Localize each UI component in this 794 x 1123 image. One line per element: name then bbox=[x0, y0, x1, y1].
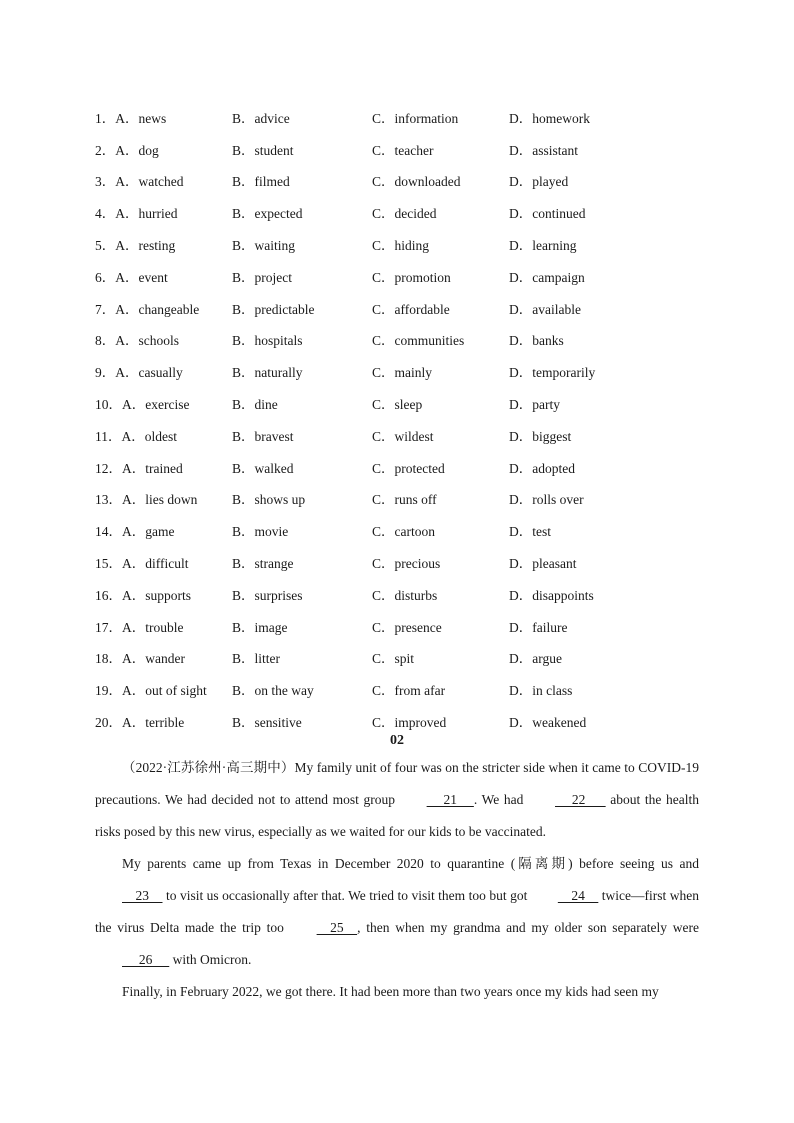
question-row bbox=[95, 483, 705, 515]
option-c: C．affordable bbox=[372, 301, 450, 317]
question-row bbox=[95, 196, 705, 228]
option-a bbox=[95, 679, 232, 699]
text-run: （2022·江苏徐州·高三期中）My family unit of four was on the stricter side when it came to COVID-19 precautions. We had decided not to attend most group bbox=[95, 760, 699, 807]
option-c: C．hiding bbox=[372, 238, 430, 254]
question-row bbox=[95, 133, 705, 165]
option-c: C．protected bbox=[372, 460, 445, 476]
question-number: 12． bbox=[95, 460, 122, 476]
option-text: A．terrible bbox=[122, 715, 185, 731]
option-a bbox=[95, 393, 232, 413]
option-b: B．expected bbox=[232, 206, 303, 222]
option-c: C．disturbs bbox=[372, 587, 438, 603]
option-d: D．rolls over bbox=[509, 492, 584, 508]
question-row bbox=[95, 451, 705, 483]
passage-paragraph-2 bbox=[95, 848, 699, 976]
option-text: A．wander bbox=[122, 651, 185, 667]
option-a bbox=[95, 488, 232, 508]
option-a bbox=[95, 711, 232, 731]
option-c: C．spit bbox=[372, 651, 415, 667]
option-a bbox=[95, 234, 232, 254]
question-number: 5． bbox=[95, 238, 116, 254]
option-b: B．litter bbox=[232, 651, 280, 667]
option-b: B．sensitive bbox=[232, 715, 302, 731]
blank-24: 24 bbox=[557, 888, 599, 903]
option-c: C．promotion bbox=[372, 269, 451, 285]
question-number: 13． bbox=[95, 492, 122, 508]
option-a bbox=[95, 552, 232, 572]
option-b: B．walked bbox=[232, 460, 294, 476]
option-a bbox=[95, 647, 232, 667]
option-c: C．communities bbox=[372, 333, 465, 349]
question-number: 17． bbox=[95, 619, 122, 635]
option-d: D．learning bbox=[509, 238, 577, 254]
question-row bbox=[95, 578, 705, 610]
option-b: B．on the way bbox=[232, 683, 314, 699]
question-number: 2． bbox=[95, 142, 116, 158]
question-number: 3． bbox=[95, 174, 116, 190]
question-row bbox=[95, 228, 705, 260]
option-a bbox=[95, 616, 232, 636]
question-row bbox=[95, 673, 705, 705]
option-text: A．trained bbox=[122, 460, 183, 476]
text-run: about the health risks posed by this new virus, especially as we waited for our kids to be vaccinated. bbox=[95, 792, 699, 839]
option-text: A．schools bbox=[115, 333, 179, 349]
question-number: 15． bbox=[95, 556, 122, 572]
option-c: C．information bbox=[372, 110, 459, 126]
option-a bbox=[95, 139, 232, 159]
question-number: 6． bbox=[95, 269, 116, 285]
passage-paragraph-3 bbox=[95, 976, 699, 1008]
option-d: D．in class bbox=[509, 683, 573, 699]
option-d: D．played bbox=[509, 174, 569, 190]
option-text: A．resting bbox=[115, 238, 176, 254]
option-d: D．adopted bbox=[509, 460, 575, 476]
option-d: D．pleasant bbox=[509, 556, 577, 572]
question-row bbox=[95, 260, 705, 292]
blank-23: 23 bbox=[122, 888, 163, 903]
option-a bbox=[95, 266, 232, 286]
option-text: A．watched bbox=[115, 174, 184, 190]
option-b: B．predictable bbox=[232, 301, 315, 317]
option-d: D．party bbox=[509, 397, 560, 413]
option-c: C．sleep bbox=[372, 397, 423, 413]
option-c: C．cartoon bbox=[372, 524, 435, 540]
option-text: A．news bbox=[115, 110, 167, 126]
option-b: B．project bbox=[232, 269, 292, 285]
question-number: 16． bbox=[95, 587, 122, 603]
question-number: 11． bbox=[95, 428, 122, 444]
option-a bbox=[95, 329, 232, 349]
option-text: A．event bbox=[115, 269, 168, 285]
option-c: C．decided bbox=[372, 206, 437, 222]
text-run: . We had bbox=[473, 792, 529, 807]
option-text: A．out of sight bbox=[122, 683, 207, 699]
question-row bbox=[95, 165, 705, 197]
option-c: C．presence bbox=[372, 619, 442, 635]
option-text: A．lies down bbox=[122, 492, 198, 508]
question-number: 18． bbox=[95, 651, 122, 667]
option-text: A．oldest bbox=[121, 428, 177, 444]
passage bbox=[95, 752, 699, 1008]
option-d: D．continued bbox=[509, 206, 586, 222]
question-number: 4． bbox=[95, 206, 116, 222]
option-a bbox=[95, 361, 232, 381]
option-text: A．casually bbox=[115, 365, 183, 381]
option-text: A．game bbox=[122, 524, 175, 540]
option-a bbox=[95, 425, 232, 445]
question-row bbox=[95, 546, 705, 578]
option-c: C．precious bbox=[372, 556, 441, 572]
question-number: 10． bbox=[95, 397, 122, 413]
option-d: D．homework bbox=[509, 110, 590, 126]
question-row bbox=[95, 642, 705, 674]
option-d: D．banks bbox=[509, 333, 564, 349]
question-row bbox=[95, 324, 705, 356]
blank-21: 21 bbox=[426, 792, 474, 807]
question-number: 20． bbox=[95, 715, 122, 731]
text-run: , then when my grandma and my older son separately were bbox=[357, 920, 699, 935]
option-b: B．dine bbox=[232, 397, 278, 413]
blank-22: 22 bbox=[555, 792, 606, 807]
option-b: B．strange bbox=[232, 556, 294, 572]
option-b: B．hospitals bbox=[232, 333, 303, 349]
option-text: A．dog bbox=[115, 142, 159, 158]
option-d: D．disappoints bbox=[509, 587, 594, 603]
option-b: B．naturally bbox=[232, 365, 303, 381]
option-b: B．bravest bbox=[232, 428, 294, 444]
option-d: D．test bbox=[509, 524, 551, 540]
option-text: A．supports bbox=[122, 587, 192, 603]
question-row bbox=[95, 514, 705, 546]
option-c: C．from afar bbox=[372, 683, 446, 699]
option-text: A．exercise bbox=[122, 397, 190, 413]
blank-26: 26 bbox=[122, 952, 170, 967]
text-run: with Omicron. bbox=[169, 952, 252, 967]
option-a bbox=[95, 107, 232, 127]
option-a bbox=[95, 170, 232, 190]
option-text: A．trouble bbox=[122, 619, 184, 635]
option-b: B．filmed bbox=[232, 174, 290, 190]
option-d: D．temporarily bbox=[509, 365, 596, 381]
passage-paragraph-1 bbox=[95, 752, 699, 848]
blank-25: 25 bbox=[316, 920, 358, 935]
question-row bbox=[95, 101, 705, 133]
question-number: 9． bbox=[95, 365, 116, 381]
question-number: 7． bbox=[95, 301, 116, 317]
options-list bbox=[95, 101, 705, 737]
option-b: B．advice bbox=[232, 110, 290, 126]
option-d: D．available bbox=[509, 301, 581, 317]
text-run: to visit us occasionally after that. We tried to visit them too but got bbox=[162, 888, 531, 903]
option-a bbox=[95, 584, 232, 604]
option-b: B．surprises bbox=[232, 587, 303, 603]
option-c: C．wildest bbox=[372, 428, 434, 444]
option-d: D．argue bbox=[509, 651, 562, 667]
section-number: 02 bbox=[390, 733, 404, 748]
option-d: D．campaign bbox=[509, 269, 585, 285]
option-d: D．biggest bbox=[509, 428, 572, 444]
option-a bbox=[95, 202, 232, 222]
option-a bbox=[95, 457, 232, 477]
question-number: 1． bbox=[95, 110, 116, 126]
option-c: C．improved bbox=[372, 715, 447, 731]
option-c: C．downloaded bbox=[372, 174, 461, 190]
option-c: C．mainly bbox=[372, 365, 432, 381]
option-b: B．waiting bbox=[232, 238, 295, 254]
option-d: D．failure bbox=[509, 619, 568, 635]
option-d: D．weakened bbox=[509, 715, 587, 731]
option-b: B．movie bbox=[232, 524, 289, 540]
question-row bbox=[95, 610, 705, 642]
question-row bbox=[95, 355, 705, 387]
question-row bbox=[95, 292, 705, 324]
option-b: B．image bbox=[232, 619, 288, 635]
text-run: My parents came up from Texas in December 2020 to quarantine (隔离期) before seeing us and bbox=[122, 856, 699, 871]
text-run: Finally, in February 2022, we got there. It had been more than two years once my kids had seen my bbox=[122, 984, 659, 999]
option-text: A．changeable bbox=[115, 301, 200, 317]
question-number: 14． bbox=[95, 524, 122, 540]
option-text: A．hurried bbox=[115, 206, 178, 222]
option-b: B．student bbox=[232, 142, 294, 158]
option-text: A．difficult bbox=[122, 556, 189, 572]
option-a bbox=[95, 520, 232, 540]
question-row bbox=[95, 387, 705, 419]
option-a bbox=[95, 298, 232, 318]
question-number: 8． bbox=[95, 333, 116, 349]
option-c: C．teacher bbox=[372, 142, 434, 158]
option-b: B．shows up bbox=[232, 492, 306, 508]
text-run: twice—first when the virus Delta made the trip too bbox=[95, 888, 699, 935]
option-c: C．runs off bbox=[372, 492, 437, 508]
option-d: D．assistant bbox=[509, 142, 578, 158]
question-number: 19． bbox=[95, 683, 122, 699]
question-row bbox=[95, 419, 705, 451]
